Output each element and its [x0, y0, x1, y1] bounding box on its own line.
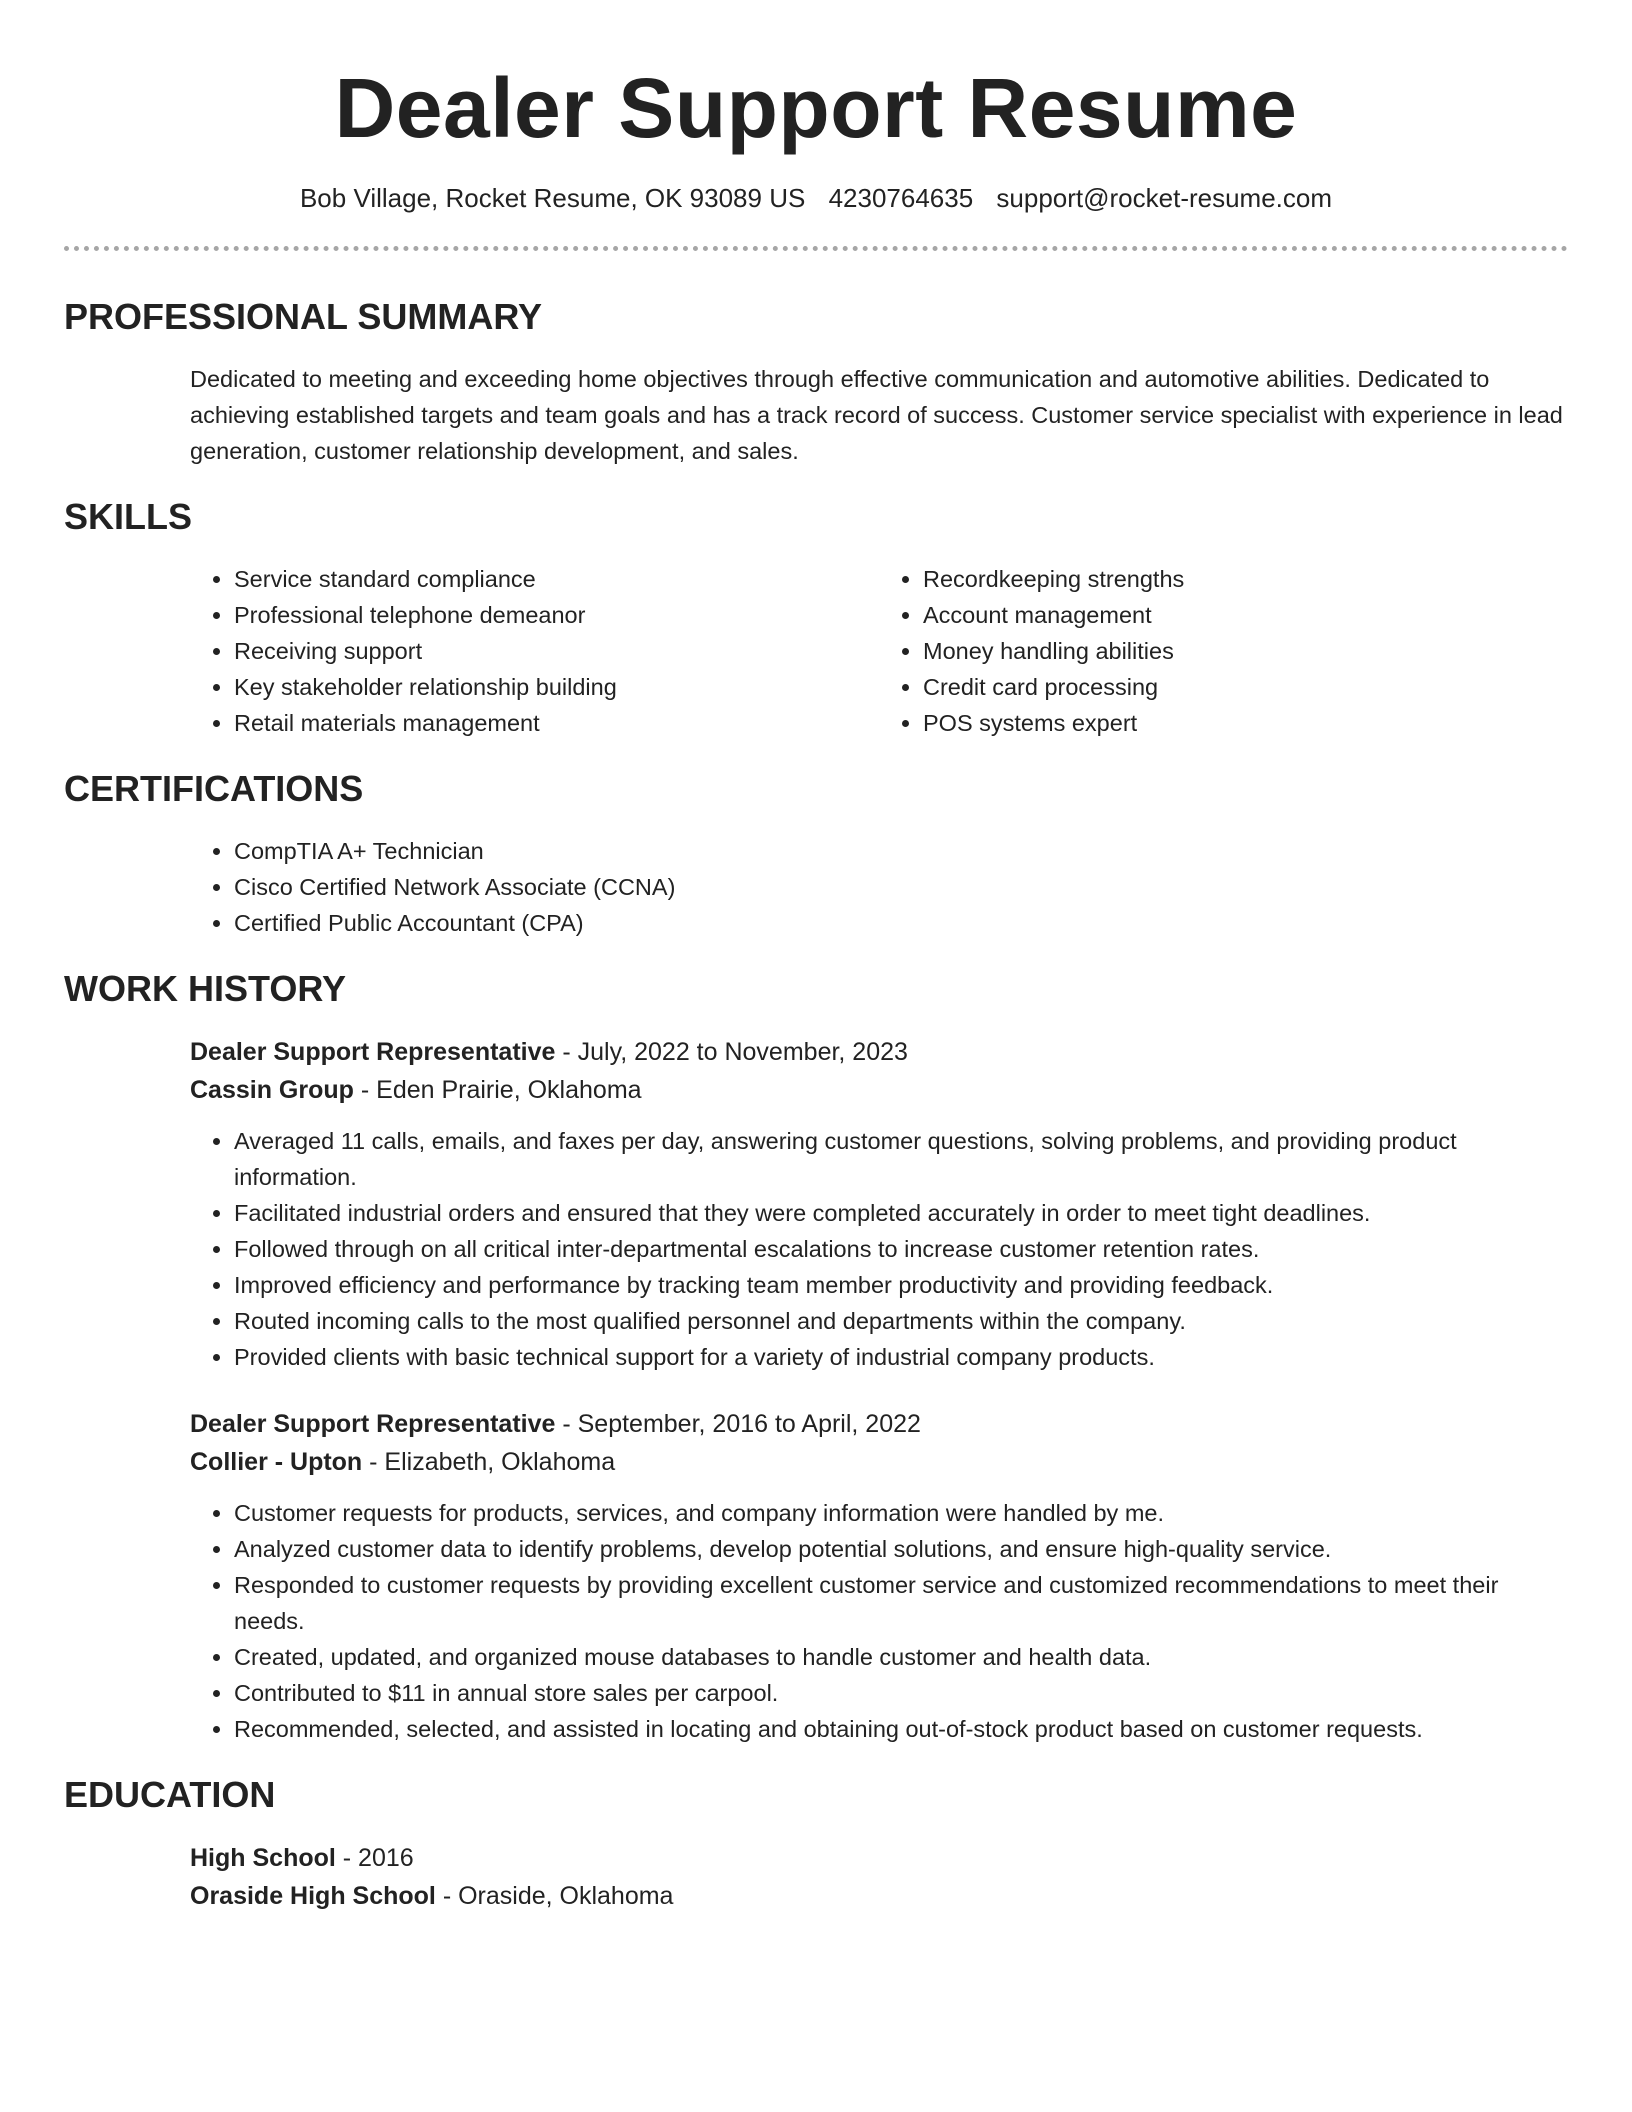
job-company-line — [190, 1443, 1568, 1481]
certifications-list — [190, 833, 1568, 941]
education-heading: EDUCATION — [64, 1774, 276, 1815]
list-item: • Recommended, selected, and assisted in locating and obtaining out-of-stock product based on customer requests. — [234, 1711, 1568, 1747]
job-company: Collier - Upton — [190, 1448, 363, 1476]
list-item: • Contributed to $11 in annual store sales per carpool. — [234, 1675, 1568, 1711]
list-item: • POS systems expert — [923, 705, 1568, 741]
list-item: • Analyzed customer data to identify problems, develop potential solutions, and ensure high-quality service. — [234, 1531, 1568, 1567]
job-location: - Eden Prairie, Oklahoma — [353, 1076, 642, 1104]
list-item: • Recordkeeping strengths — [923, 561, 1568, 597]
education-section — [64, 1773, 1568, 1915]
job-header — [190, 1405, 1568, 1481]
skills-columns — [190, 561, 1568, 741]
education-year: - 2016 — [335, 1844, 414, 1872]
list-item: • Money handling abilities — [923, 633, 1568, 669]
education-school-line — [190, 1877, 1568, 1915]
job-dates: - July, 2022 to November, 2023 — [555, 1038, 908, 1066]
list-item: • Account management — [923, 597, 1568, 633]
header-divider — [64, 246, 1568, 251]
contact-address: Bob Village, Rocket Resume, OK 93089 US — [299, 183, 806, 213]
list-item: • Receiving support — [234, 633, 879, 669]
summary-heading: PROFESSIONAL SUMMARY — [64, 296, 543, 337]
job-title-line — [190, 1033, 1568, 1071]
job-entry — [190, 1405, 1568, 1747]
summary-section — [64, 295, 1568, 469]
education-school: Oraside High School — [190, 1882, 436, 1910]
job-title: Dealer Support Representative — [190, 1410, 556, 1438]
cert-ul — [190, 833, 1568, 941]
list-item: • Provided clients with basic technical support for a variety of industrial company products. — [234, 1339, 1568, 1375]
job-ul — [190, 1123, 1568, 1375]
skills-section — [64, 495, 1568, 741]
job-title-line — [190, 1405, 1568, 1443]
list-item: • Responded to customer requests by providing excellent customer service and customized recommendations to meet their needs. — [234, 1567, 1568, 1639]
job-dates: - September, 2016 to April, 2022 — [555, 1410, 921, 1438]
skills-list-right — [879, 561, 1568, 741]
work-section — [64, 967, 1568, 1747]
skills-list-left — [190, 561, 879, 741]
list-item: • CompTIA A+ Technician — [234, 833, 1568, 869]
contact-email: support@rocket-resume.com — [996, 183, 1333, 213]
job-company-line — [190, 1071, 1568, 1109]
work-heading: WORK HISTORY — [64, 968, 347, 1009]
job-bullets — [190, 1495, 1568, 1747]
certifications-heading: CERTIFICATIONS — [64, 768, 364, 809]
list-item: • Retail materials management — [234, 705, 879, 741]
job-bullets — [190, 1123, 1568, 1375]
contact-line — [64, 182, 1568, 214]
list-item: • Customer requests for products, services, and company information were handled by me. — [234, 1495, 1568, 1531]
summary-text: Dedicated to meeting and exceeding home objectives through effective communication and automotive abilities. Dedicated to achieving established targets and team goals and has a track record of success. Customer service specialist with experience in lead generation, customer relationship development, and sales. — [190, 366, 1563, 464]
job-header — [190, 1033, 1568, 1109]
list-item: • Improved efficiency and performance by tracking team member productivity and providing feedback. — [234, 1267, 1568, 1303]
list-item: • Service standard compliance — [234, 561, 879, 597]
skills-heading: SKILLS — [64, 496, 193, 537]
certifications-section — [64, 767, 1568, 941]
job-location: - Elizabeth, Oklahoma — [362, 1448, 616, 1476]
education-degree: High School — [190, 1844, 336, 1872]
list-item: • Followed through on all critical inter-departmental escalations to increase customer retention rates. — [234, 1231, 1568, 1267]
page-title: Dealer Support Resume — [334, 61, 1298, 155]
resume-page — [64, 0, 1568, 1915]
list-item: • Professional telephone demeanor — [234, 597, 879, 633]
contact-phone: 4230764635 — [828, 183, 974, 213]
list-item: • Key stakeholder relationship building — [234, 669, 879, 705]
job-title: Dealer Support Representative — [190, 1038, 556, 1066]
list-item: • Cisco Certified Network Associate (CCNA) — [234, 869, 1568, 905]
job-entry — [190, 1033, 1568, 1375]
list-item: • Routed incoming calls to the most qualified personnel and departments within the company. — [234, 1303, 1568, 1339]
education-degree-line — [190, 1839, 1568, 1877]
list-item: • Facilitated industrial orders and ensured that they were completed accurately in order to meet tight deadlines. — [234, 1195, 1568, 1231]
list-item: • Created, updated, and organized mouse databases to handle customer and health data. — [234, 1639, 1568, 1675]
job-ul — [190, 1495, 1568, 1747]
list-item: • Averaged 11 calls, emails, and faxes per day, answering customer questions, solving problems, and providing product information. — [234, 1123, 1568, 1195]
list-item: • Credit card processing — [923, 669, 1568, 705]
list-item: • Certified Public Accountant (CPA) — [234, 905, 1568, 941]
education-location: - Oraside, Oklahoma — [435, 1882, 674, 1910]
job-company: Cassin Group — [190, 1076, 354, 1104]
education-entry — [190, 1839, 1568, 1915]
